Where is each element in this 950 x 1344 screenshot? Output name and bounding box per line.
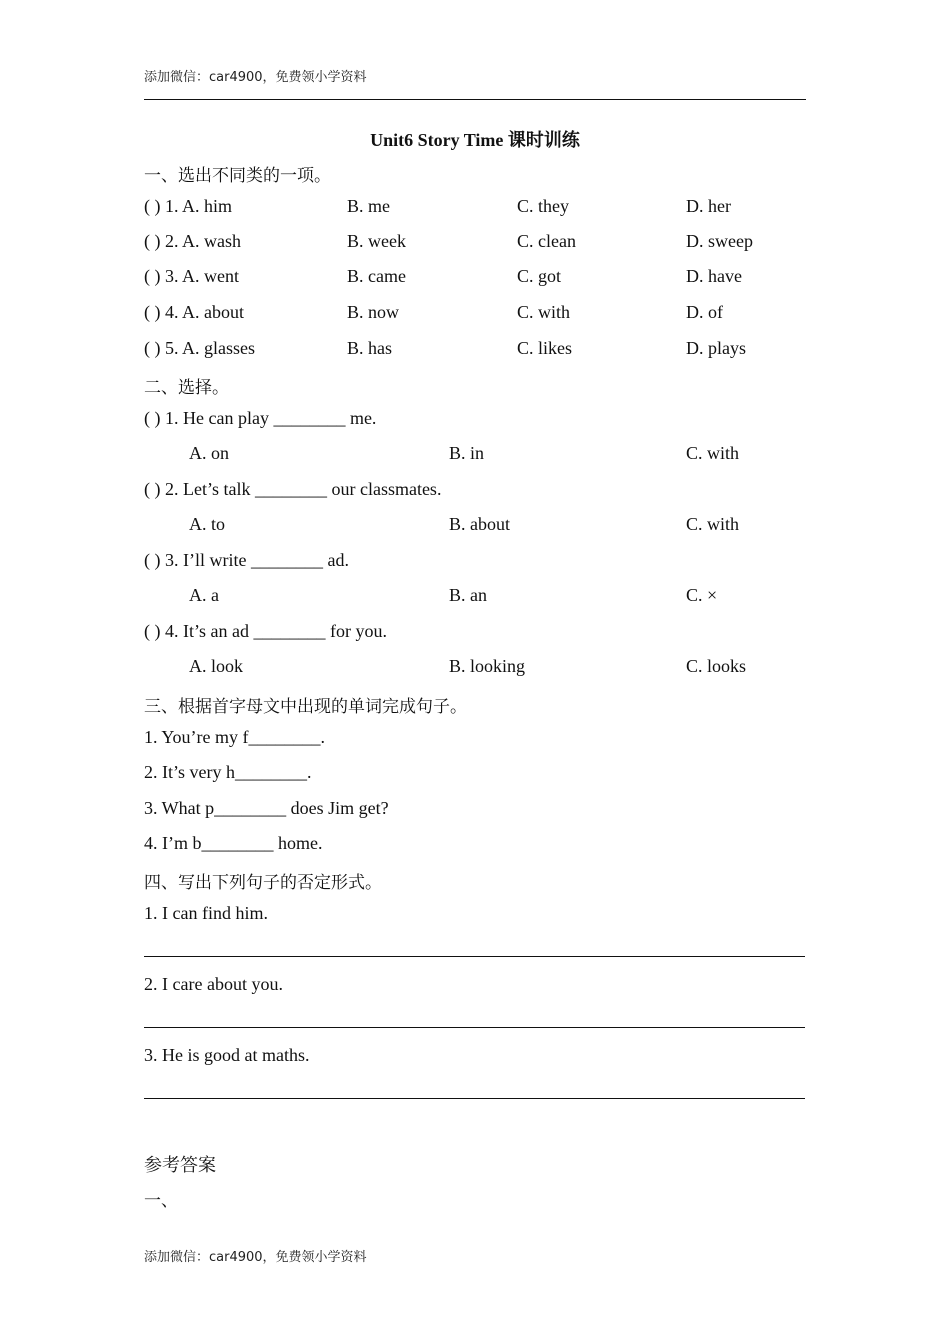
option-b: B. me: [347, 196, 390, 216]
option-a: ( ) 1. A. him: [144, 196, 232, 216]
option-b: B. came: [347, 266, 406, 286]
option-a: ( ) 4. A. about: [144, 302, 244, 322]
option-c: C. with: [686, 443, 740, 463]
option-c: C. with: [686, 514, 740, 534]
option-d: D. plays: [686, 338, 746, 358]
option-c: C. ×: [686, 585, 718, 605]
option-a: ( ) 2. A. wash: [144, 231, 241, 251]
option-b: B. an: [449, 585, 487, 605]
header-divider: [144, 99, 806, 100]
answers-heading: 参考答案: [144, 1155, 216, 1176]
sentence-prompt: 2. I care about you.: [144, 974, 283, 994]
answer-line: [144, 956, 805, 957]
option-d: D. sweep: [686, 231, 753, 251]
option-c: C. got: [517, 266, 562, 286]
fill-in-sentence: 2. It’s very h________.: [144, 762, 312, 782]
option-a: A. a: [189, 585, 219, 605]
question-text: ( ) 2. Let’s talk ________ our classmates.: [144, 479, 442, 499]
page-title: Unit6 Story Time 课时训练: [370, 130, 580, 150]
option-c: C. clean: [517, 231, 576, 251]
section4-heading: 四、写出下列句子的否定形式。: [144, 873, 382, 893]
option-a: A. to: [189, 514, 225, 534]
footer-note: 添加微信：car4900，免费领小学资料: [144, 1250, 367, 1265]
fill-in-sentence: 4. I’m b________ home.: [144, 833, 323, 853]
option-a: ( ) 5. A. glasses: [144, 338, 255, 358]
sentence-prompt: 1. I can find him.: [144, 903, 268, 923]
fill-in-sentence: 1. You’re my f________.: [144, 727, 326, 747]
option-c: C. with: [517, 302, 571, 322]
answer-line: [144, 1027, 805, 1028]
fill-in-sentence: 3. What p________ does Jim get?: [144, 798, 389, 818]
option-d: D. have: [686, 266, 742, 286]
sentence-prompt: 3. He is good at maths.: [144, 1045, 310, 1065]
header-note: 添加微信：car4900，免费领小学资料: [144, 70, 367, 85]
answer-line: [144, 1098, 805, 1099]
option-a: A. on: [189, 443, 229, 463]
option-c: C. likes: [517, 338, 573, 358]
option-b: B. in: [449, 443, 485, 463]
answers-subheading: 一、: [144, 1191, 178, 1211]
option-a: ( ) 3. A. went: [144, 266, 239, 286]
option-b: B. now: [347, 302, 400, 322]
section2-heading: 二、选择。: [144, 378, 229, 398]
section3-heading: 三、根据首字母文中出现的单词完成句子。: [144, 697, 467, 717]
question-text: ( ) 4. It’s an ad ________ for you.: [144, 621, 387, 641]
option-b: B. about: [449, 514, 510, 534]
question-text: ( ) 3. I’ll write ________ ad.: [144, 550, 349, 570]
option-b: B. has: [347, 338, 392, 358]
section1-heading: 一、选出不同类的一项。: [144, 166, 331, 186]
option-c: C. looks: [686, 656, 747, 676]
option-b: B. week: [347, 231, 406, 251]
option-d: D. her: [686, 196, 731, 216]
option-c: C. they: [517, 196, 569, 216]
option-d: D. of: [686, 302, 723, 322]
option-b: B. looking: [449, 656, 526, 676]
option-a: A. look: [189, 656, 243, 676]
question-text: ( ) 1. He can play ________ me.: [144, 408, 377, 428]
